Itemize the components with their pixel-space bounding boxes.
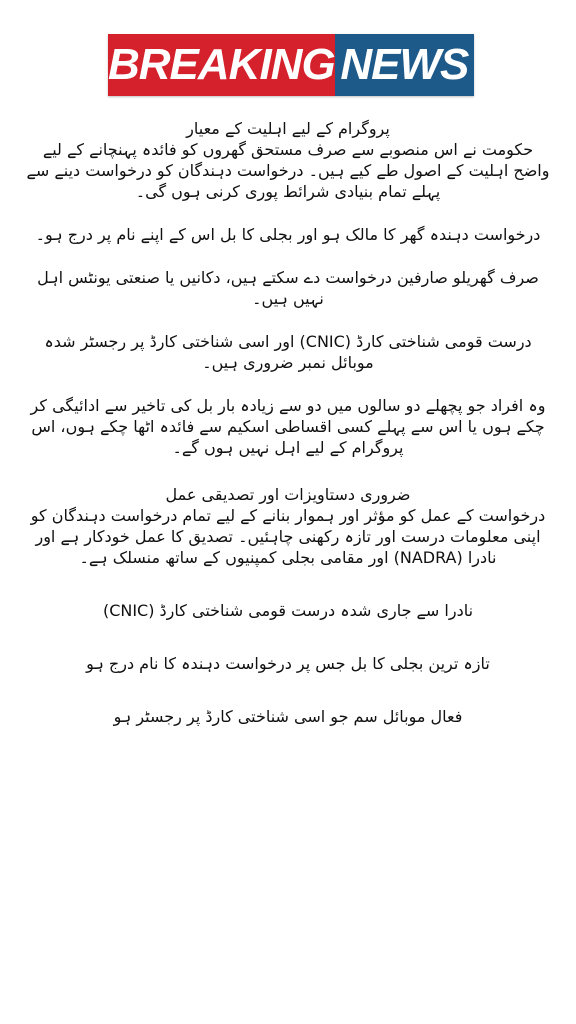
document-item: تازہ ترین بجلی کا بل جس پر درخواست دہندہ کا نام درج ہو — [86, 654, 490, 673]
document-item: فعال موبائل سم جو اسی شناختی کارڈ پر رجسٹر ہو — [113, 707, 463, 726]
eligibility-point: صرف گھریلو صارفین درخواست دے سکتے ہیں، دکانیں یا صنعتی یونٹس اہل نہیں ہیں۔ — [37, 268, 539, 308]
eligibility-intro: حکومت نے اس منصوبے سے صرف مستحق گھروں کو فائدہ پہنچانے کے لیے واضح اہلیت کے اصول طے کیے ہیں۔ درخواست دہندگان کو درخواست دینے سے پہلے تمام بنیادی شرائط پوری کرنی ہوں گی۔ — [26, 140, 550, 201]
banner-red-block — [108, 34, 335, 96]
banner-blue-block — [335, 34, 474, 96]
eligibility-heading: پروگرام کے لیے اہلیت کے معیار — [186, 119, 390, 138]
banner-word-news: NEWS — [340, 40, 469, 89]
breaking-news-banner — [108, 34, 474, 96]
eligibility-point: درخواست دہندہ گھر کا مالک ہو اور بجلی کا بل اس کے اپنے نام پر درج ہو۔ — [35, 225, 541, 244]
article-body — [26, 118, 550, 727]
documents-intro: درخواست کے عمل کو مؤثر اور ہموار بنانے کے لیے تمام درخواست دہندگان کو اپنی معلومات درست اور تازہ رکھنی چاہئیں۔ تصدیق کا عمل خودکار ہے اور نادرا (NADRA) اور مقامی بجلی کمپنیوں کے ساتھ منسلک ہے۔ — [30, 506, 546, 567]
documents-heading: ضروری دستاویزات اور تصدیقی عمل — [165, 485, 411, 504]
document-item: نادرا سے جاری شدہ درست قومی شناختی کارڈ (CNIC) — [102, 601, 474, 620]
eligibility-point: درست قومی شناختی کارڈ (CNIC) اور اسی شناختی کارڈ پر رجسٹر شدہ موبائل نمبر ضروری ہیں۔ — [44, 332, 532, 372]
eligibility-point: وہ افراد جو پچھلے دو سالوں میں دو سے زیادہ بار بل کی تاخیر سے ادائیگی کر چکے ہوں یا اس سے پہلے کسی اقساطی اسکیم سے فائدہ اٹھا چکے ہوں، اس پروگرام کے لیے اہل نہیں ہوں گے۔ — [30, 396, 546, 457]
banner-word-breaking: BREAKING — [108, 40, 335, 89]
